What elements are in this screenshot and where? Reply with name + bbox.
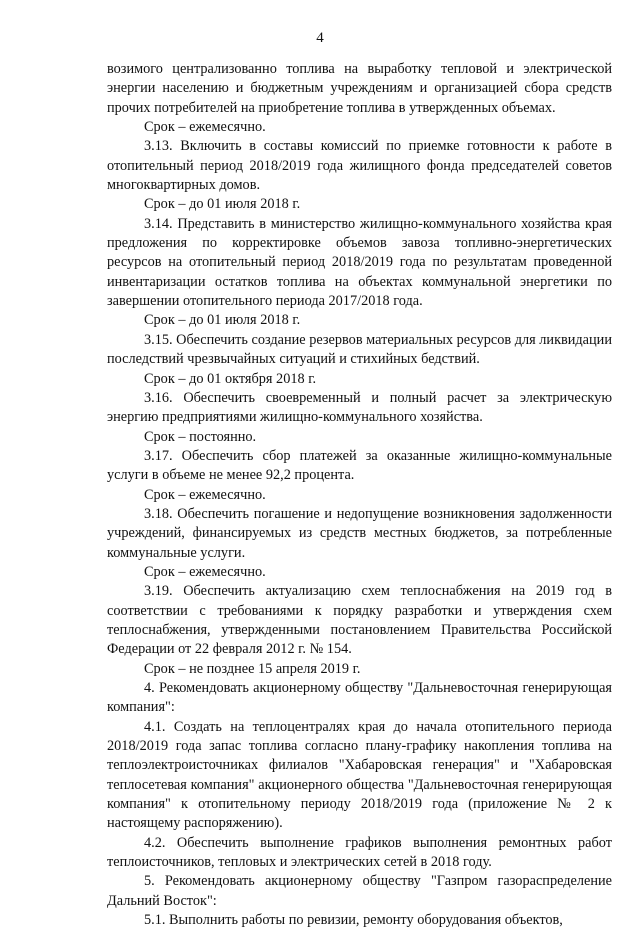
paragraph: возимого централизованно топлива на выработку тепловой и электрической энергии населению и бюджетным учреждениям и организацией сбора средств прочих потребителей на приобретение топлива в утвержденных объемах. — [107, 61, 612, 116]
paragraph: 3.16. Обеспечить своевременный и полный расчет за электрическую энергию предприятиями жилищно-коммунального хозяйства. — [107, 389, 612, 426]
paragraph: 5. Рекомендовать акционерному обществу "Газпром газораспределение Дальний Восток": — [107, 873, 612, 909]
deadline-line: Срок – до 01 октября 2018 г. — [144, 370, 317, 387]
deadline-line: Срок – до 01 июля 2018 г. — [144, 196, 301, 213]
paragraph: 5.1. Выполнить работы по ревизии, ремонту оборудования объектов, — [144, 912, 563, 929]
paragraph: 4. Рекомендовать акционерному обществу "Дальневосточная генерирующая компания": — [107, 680, 612, 716]
paragraph: 3.14. Представить в министерство жилищно-коммунального хозяйства края предложения по корректировке объемов завоза топливно-энергетических ресурсов на отопительный период 2018/2019 года по результатам проведенной инвентаризации остатков топлива на объектах коммунальной энергетики по завершении отопительного периода 2017/2018 года. — [107, 215, 612, 310]
paragraph: 3.15. Обеспечить создание резервов материальных ресурсов для ликвидации последствий чрезвычайных ситуаций и стихийных бедствий. — [107, 331, 612, 368]
paragraph: 3.13. Включить в составы комиссий по приемке готовности к работе в отопительный период 2018/2019 года жилищного фонда председателей советов многоквартирных домов. — [107, 138, 612, 194]
deadline-line: Срок – до 01 июля 2018 г. — [144, 312, 301, 329]
paragraph: 4.2. Обеспечить выполнение графиков выполнения ремонтных работ теплоисточников, тепловых и электрических сетей в 2018 году. — [107, 834, 612, 871]
paragraph: 3.17. Обеспечить сбор платежей за оказанные жилищно-коммунальные услуги в объеме не менее 92,2 процента. — [107, 447, 612, 484]
deadline-line: Срок – ежемесячно. — [144, 563, 266, 580]
paragraph: 4.1. Создать на теплоцентралях края до начала отопительного периода 2018/2019 года запас топлива согласно плану-графику накопления топлива на теплоэлектроисточниках филиалов "Хабаровская генерация" и "Хабаровская теплосетевая компания" акционерного общества "Дальневосточная генерирующая компания" к отопительному периоду 2018/2019 года (приложение № 2 к настоящему распоряжению). — [107, 718, 612, 832]
deadline-line: Срок – ежемесячно. — [144, 486, 266, 503]
deadline-line: Срок – постоянно. — [144, 428, 257, 445]
paragraph: 3.18. Обеспечить погашение и недопущение возникновения задолженности учреждений, финансируемых из средств местных бюджетов, за потребленные коммунальные услуги. — [107, 505, 612, 561]
document-body — [107, 60, 612, 930]
paragraph: 3.19. Обеспечить актуализацию схем теплоснабжения на 2019 год в соответствии с требованиями к порядку разработки и утверждения схем теплоснабжения, утвержденными постановлением Правительства Российской Федерации от 22 февраля 2012 г. № 154. — [107, 583, 612, 658]
deadline-line: Срок – ежемесячно. — [144, 119, 266, 136]
page-number: 4 — [316, 30, 324, 46]
deadline-line: Срок – не позднее 15 апреля 2019 г. — [144, 660, 361, 677]
